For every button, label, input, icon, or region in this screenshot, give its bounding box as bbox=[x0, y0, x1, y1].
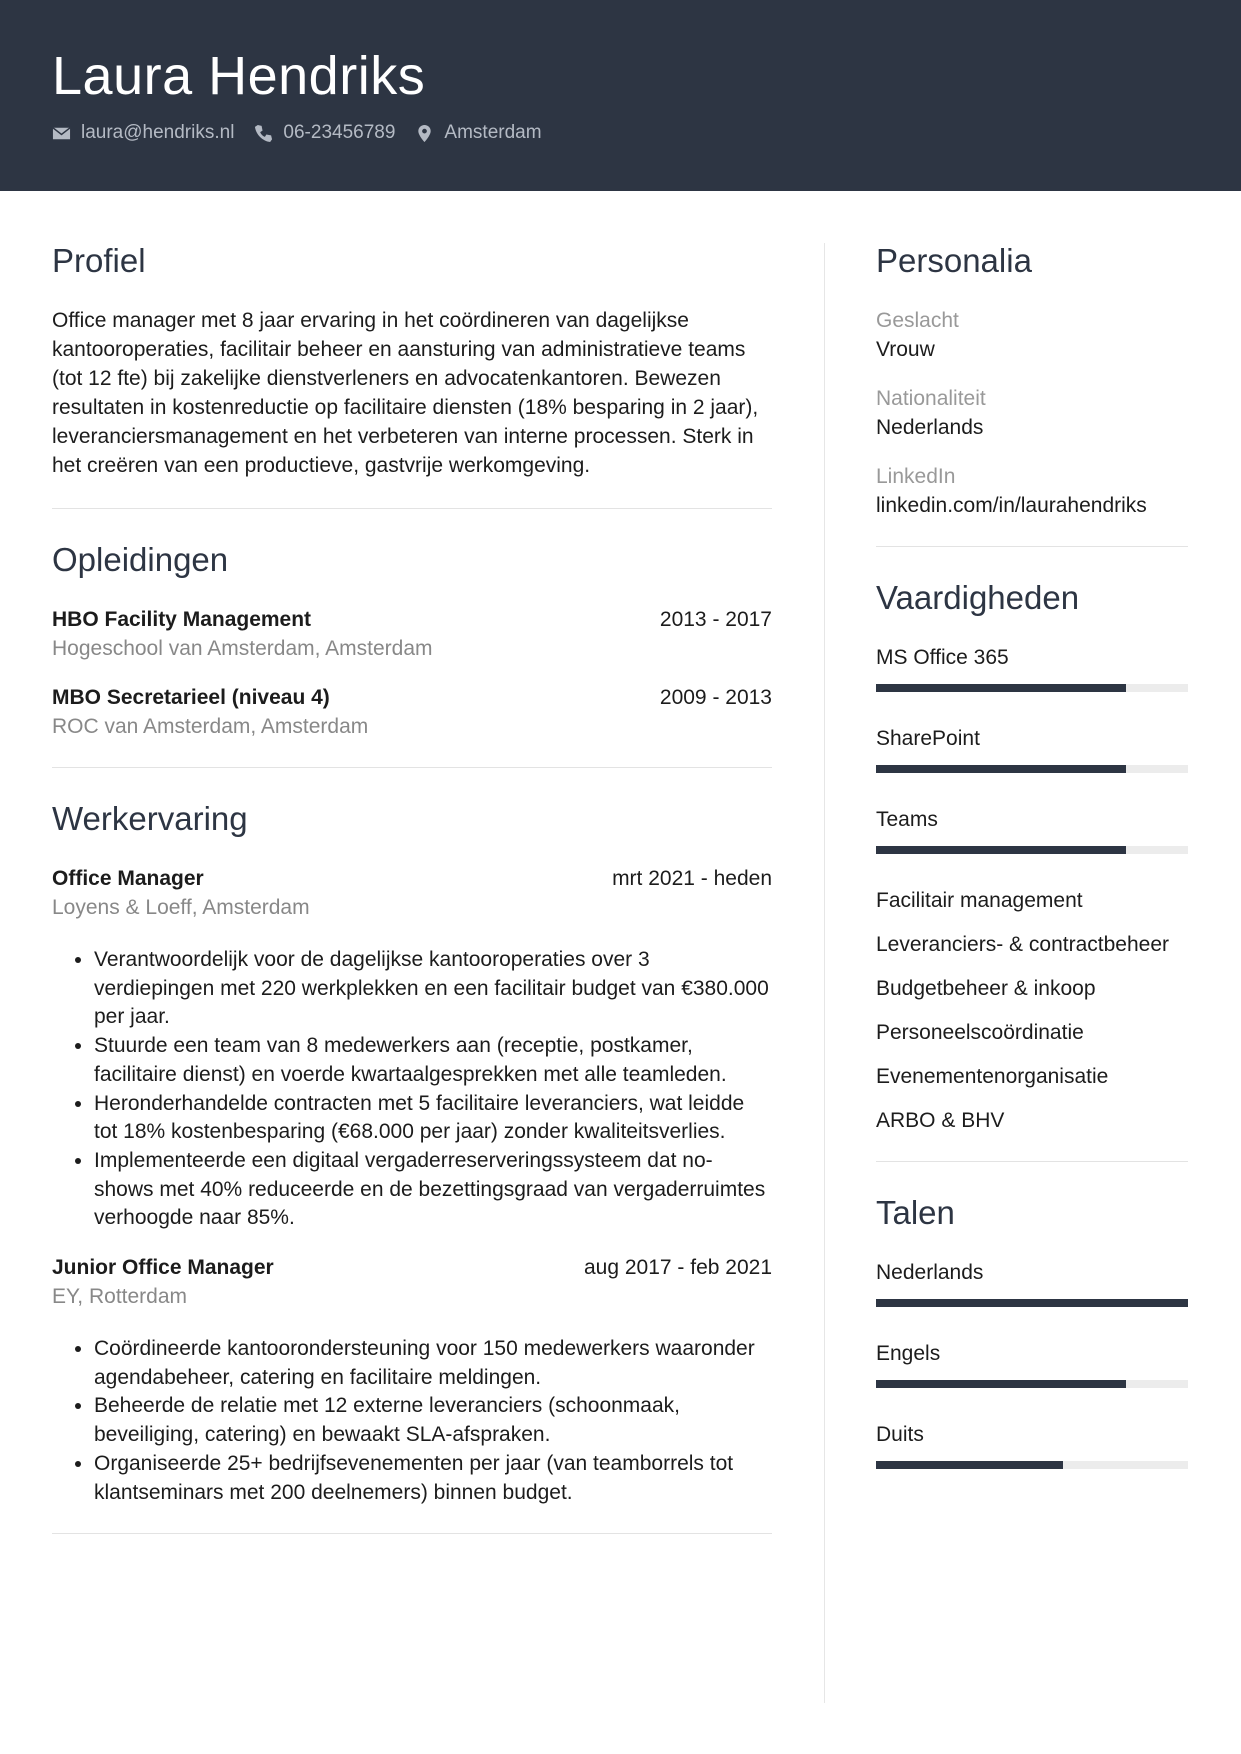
experience-section bbox=[52, 796, 772, 1507]
envelope-icon bbox=[52, 124, 71, 143]
phone-text: 06-23456789 bbox=[283, 122, 396, 143]
divider bbox=[876, 546, 1188, 547]
education-degree: MBO Secretarieel (niveau 4) bbox=[52, 686, 330, 709]
languages-section bbox=[876, 1190, 1188, 1469]
job-company: Loyens & Loeff, Amsterdam bbox=[52, 896, 310, 919]
job-period: aug 2017 - feb 2021 bbox=[584, 1256, 772, 1280]
education-period: 2013 - 2017 bbox=[659, 608, 772, 631]
experience-title: Werkervaring bbox=[52, 800, 248, 837]
skills-section bbox=[876, 575, 1188, 1135]
language-bar bbox=[876, 1461, 1188, 1469]
divider bbox=[52, 1533, 772, 1534]
profile-title: Profiel bbox=[52, 242, 146, 279]
contact-bar bbox=[52, 122, 562, 144]
location-text: Amsterdam bbox=[444, 122, 542, 143]
skill-bar-fill bbox=[876, 684, 1126, 692]
divider bbox=[52, 508, 772, 509]
language-name: Engels bbox=[876, 1342, 941, 1365]
personal-section bbox=[876, 238, 1188, 520]
languages-title: Talen bbox=[876, 1194, 955, 1231]
education-school: Hogeschool van Amsterdam, Amsterdam bbox=[52, 637, 433, 660]
skill-name: MS Office 365 bbox=[876, 646, 1009, 669]
field-value: Vrouw bbox=[876, 338, 935, 361]
job-company: EY, Rotterdam bbox=[52, 1285, 188, 1309]
job-entry bbox=[52, 864, 772, 1233]
education-title: Opleidingen bbox=[52, 541, 229, 578]
skill-bar bbox=[876, 765, 1188, 773]
education-degree: HBO Facility Management bbox=[52, 608, 312, 631]
contact-phone[interactable] bbox=[254, 122, 395, 144]
personal-field bbox=[876, 384, 1188, 442]
job-bullet: • Stuurde een team van 8 medewerkers aan (receptie, postkamer, facilitaire dienst) en voerde kwartaalgesprekken met alle teamleden. bbox=[94, 1032, 772, 1089]
skill-name: SharePoint bbox=[876, 727, 980, 750]
field-value: Nederlands bbox=[876, 416, 984, 439]
field-label: LinkedIn bbox=[876, 465, 956, 488]
language-bar bbox=[876, 1380, 1188, 1388]
job-bullets bbox=[52, 1335, 772, 1507]
skill-bar bbox=[876, 684, 1188, 692]
skill-plain: Facilitair management bbox=[876, 889, 1083, 912]
field-label: Geslacht bbox=[876, 309, 959, 332]
job-bullet: • Beheerde de relatie met 12 externe leveranciers (schoonmaak, beveiliging, catering) en bewaakt SLA-afspraken. bbox=[94, 1392, 772, 1449]
divider bbox=[52, 767, 772, 768]
education-item bbox=[52, 605, 772, 663]
main-column bbox=[52, 238, 772, 1534]
education-section bbox=[52, 537, 772, 741]
skill-plain: ARBO & BHV bbox=[876, 1109, 1005, 1132]
skill-bar-fill bbox=[876, 765, 1126, 773]
skill-plain: Leveranciers- & contractbeheer bbox=[876, 933, 1169, 956]
field-label: Nationaliteit bbox=[876, 387, 986, 410]
candidate-name: Laura Hendriks bbox=[52, 46, 426, 106]
education-item bbox=[52, 683, 772, 741]
skill-plain: Evenementenorganisatie bbox=[876, 1065, 1109, 1088]
linkedin-link[interactable]: linkedin.com/in/laurahendriks bbox=[876, 494, 1147, 517]
skills-title: Vaardigheden bbox=[876, 579, 1080, 616]
skill-item bbox=[876, 805, 1188, 854]
language-item bbox=[876, 1420, 1188, 1469]
job-bullet: • Heronderhandelde contracten met 5 facilitaire leveranciers, wat leidde tot 18% kostenbesparing (€68.000 per jaar) zonder kwaliteitsverlies. bbox=[94, 1090, 772, 1147]
column-separator bbox=[824, 243, 825, 1703]
divider bbox=[876, 1161, 1188, 1162]
language-item bbox=[876, 1339, 1188, 1388]
skill-plain: Personeelscoördinatie bbox=[876, 1021, 1084, 1044]
education-school: ROC van Amsterdam, Amsterdam bbox=[52, 715, 369, 738]
contact-location bbox=[415, 122, 541, 144]
profile-text: Office manager met 8 jaar ervaring in het coördineren van dagelijkse kantooroperaties, facilitair beheer en aansturing van administratieve teams (tot 12 fte) bij zakelijke dienstverleners en advocatenkantoren. Bewezen resultaten in kostenreductie op facilitaire diensten (18% besparing in 2 jaar), leveranciersmanagement en het verbeteren van interne processen. Sterk in het creëren van een productieve, gastvrije werkomgeving. bbox=[52, 309, 759, 477]
job-bullet: • Organiseerde 25+ bedrijfsevenementen per jaar (van teamborrels tot klantseminars met 200 deelnemers) binnen budget. bbox=[94, 1450, 772, 1507]
language-bar-fill bbox=[876, 1380, 1126, 1388]
skill-name: Teams bbox=[876, 808, 938, 831]
header bbox=[0, 0, 1241, 191]
language-bar bbox=[876, 1299, 1188, 1307]
sidebar bbox=[876, 238, 1188, 1469]
skill-plain: Budgetbeheer & inkoop bbox=[876, 977, 1096, 1000]
job-bullet: • Verantwoordelijk voor de dagelijkse kantooroperaties over 3 verdiepingen met 220 werkplekken en een facilitair budget van €380.000 per jaar. bbox=[94, 946, 772, 1032]
job-bullet: • Implementeerde een digitaal vergaderreserveringssysteem dat no-shows met 40% reduceerde en de bezettingsgraad van vergaderruimtes verhoogde naar 85%. bbox=[94, 1147, 772, 1233]
job-period: mrt 2021 - heden bbox=[612, 867, 772, 890]
skill-bar-fill bbox=[876, 846, 1126, 854]
profile-section bbox=[52, 238, 772, 480]
language-bar-fill bbox=[876, 1461, 1063, 1469]
language-bar-fill bbox=[876, 1299, 1188, 1307]
phone-icon bbox=[254, 124, 273, 143]
contact-email[interactable] bbox=[52, 122, 234, 144]
skill-item bbox=[876, 643, 1188, 692]
personal-field bbox=[876, 306, 1188, 364]
job-bullets bbox=[52, 946, 772, 1233]
job-role: Junior Office Manager bbox=[52, 1256, 274, 1280]
skill-item bbox=[876, 724, 1188, 773]
skill-bar bbox=[876, 846, 1188, 854]
language-name: Nederlands bbox=[876, 1261, 984, 1284]
location-pin-icon bbox=[415, 124, 434, 143]
personal-title: Personalia bbox=[876, 242, 1032, 279]
language-item bbox=[876, 1258, 1188, 1307]
job-role: Office Manager bbox=[52, 867, 204, 890]
education-period: 2009 - 2013 bbox=[659, 686, 772, 709]
job-bullet: • Coördineerde kantoorondersteuning voor 150 medewerkers waaronder agendabeheer, catering en facilitaire meldingen. bbox=[94, 1335, 772, 1392]
language-name: Duits bbox=[876, 1423, 924, 1446]
job-entry bbox=[52, 1253, 772, 1507]
email-text: laura@hendriks.nl bbox=[81, 122, 235, 143]
personal-field bbox=[876, 462, 1188, 520]
